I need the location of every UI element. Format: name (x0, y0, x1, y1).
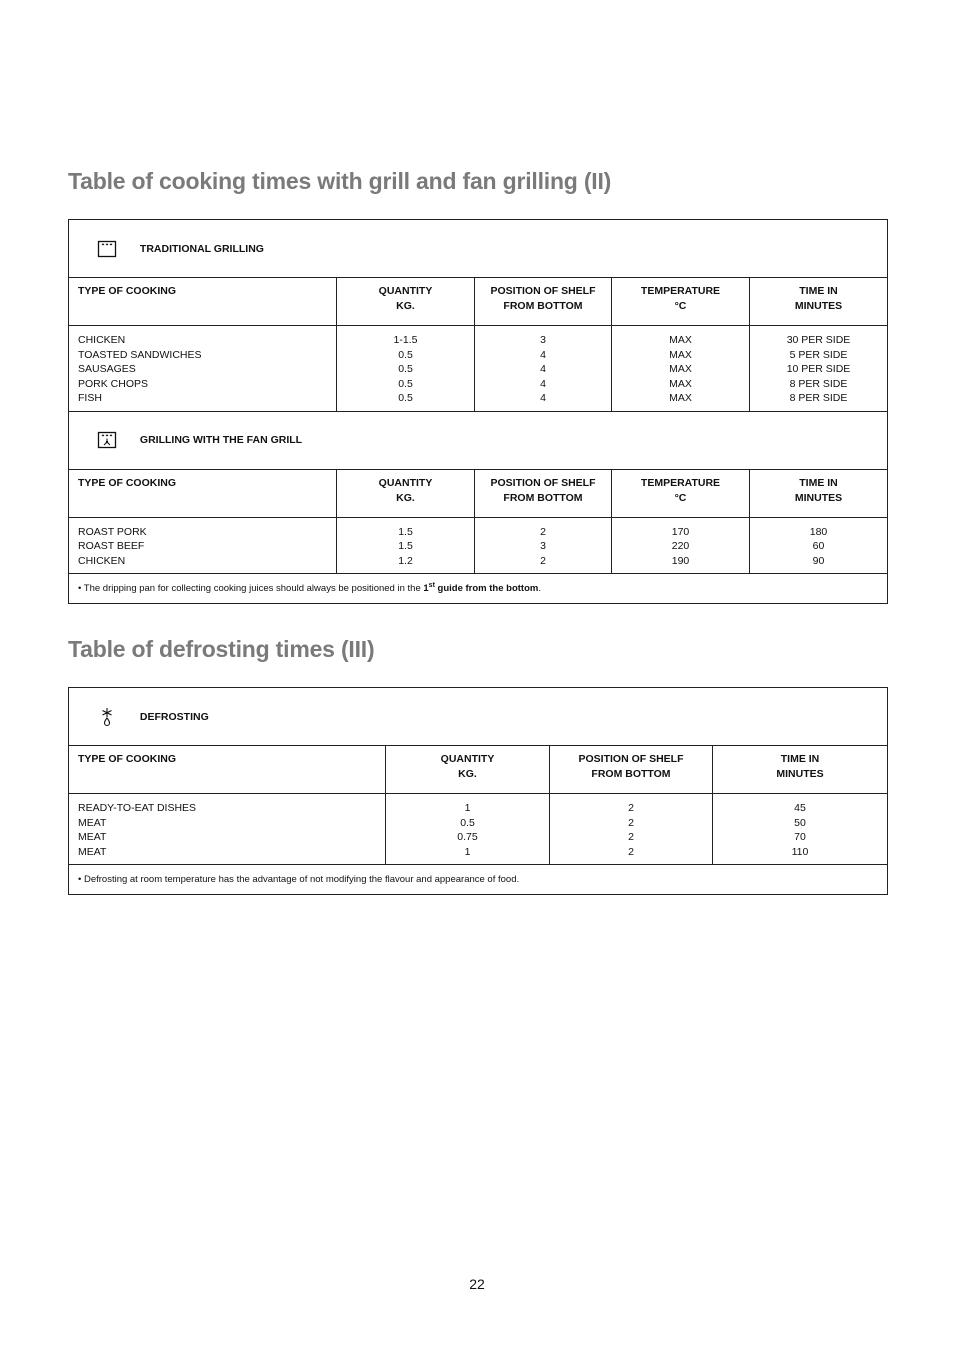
fan-grill-icon (97, 430, 117, 450)
grill-icon (97, 239, 117, 259)
traditional-column-headers (69, 278, 888, 326)
column-header: TYPE OF COOKING (69, 278, 337, 326)
fan-column-headers (69, 469, 888, 517)
column-header: TIME IN MINUTES (750, 469, 888, 517)
grilling-times-table (68, 219, 888, 604)
defrosting-times-table (68, 687, 888, 895)
defrosting-table-title: Table of defrosting times (III) (68, 636, 375, 662)
column-header: TEMPERATURE °C (612, 469, 750, 517)
traditional-grilling-header-row (69, 220, 888, 278)
shelf-position-cell: 3 4 4 4 4 (475, 326, 612, 412)
defrost-column-headers (69, 746, 888, 794)
traditional-grilling-label: TRADITIONAL GRILLING (139, 242, 264, 255)
shelf-position-cell: 2 2 2 2 (550, 794, 713, 865)
type-of-cooking-cell: READY-TO-EAT DISHES MEAT MEAT MEAT (69, 794, 386, 865)
grilling-table-title: Table of cooking times with grill and fan grilling (II) (68, 168, 612, 194)
column-header: QUANTITY KG. (337, 469, 475, 517)
grilling-note: • The dripping pan for collecting cooking juices should always be positioned in the 1st guide from the bottom. (69, 574, 888, 604)
type-of-cooking-cell: CHICKEN TOASTED SANDWICHES SAUSAGES PORK CHOPS FISH (69, 326, 337, 412)
page-number: 22 (469, 1276, 485, 1292)
type-of-cooking-cell: ROAST PORK ROAST BEEF CHICKEN (69, 517, 337, 574)
fan-grilling-header-row (69, 411, 888, 469)
temperature-cell: 170 220 190 (612, 517, 750, 574)
column-header: TIME IN MINUTES (713, 746, 888, 794)
column-header: POSITION OF SHELF FROM BOTTOM (475, 278, 612, 326)
defrost-icon (97, 707, 117, 727)
time-cell: 30 PER SIDE 5 PER SIDE 10 PER SIDE 8 PER SIDE 8 PER SIDE (750, 326, 888, 412)
defrosting-label: DEFROSTING (139, 710, 209, 723)
column-header: TYPE OF COOKING (69, 469, 337, 517)
time-cell: 45 50 70 110 (713, 794, 888, 865)
fan-data-rows (69, 517, 888, 574)
shelf-position-cell: 2 3 2 (475, 517, 612, 574)
column-header: TIME IN MINUTES (750, 278, 888, 326)
column-header: POSITION OF SHELF FROM BOTTOM (550, 746, 713, 794)
quantity-cell: 1.5 1.5 1.2 (337, 517, 475, 574)
defrosting-note-row (69, 865, 888, 895)
time-cell: 180 60 90 (750, 517, 888, 574)
column-header: TYPE OF COOKING (69, 746, 386, 794)
quantity-cell: 1-1.5 0.5 0.5 0.5 0.5 (337, 326, 475, 412)
quantity-cell: 1 0.5 0.75 1 (386, 794, 550, 865)
column-header: QUANTITY KG. (337, 278, 475, 326)
grilling-note-row (69, 574, 888, 604)
temperature-cell: MAX MAX MAX MAX MAX (612, 326, 750, 412)
defrosting-header-row (69, 688, 888, 746)
column-header: POSITION OF SHELF FROM BOTTOM (475, 469, 612, 517)
defrosting-note: • Defrosting at room temperature has the advantage of not modifying the flavour and appearance of food. (69, 865, 888, 895)
column-header: TEMPERATURE °C (612, 278, 750, 326)
fan-grilling-label: GRILLING WITH THE FAN GRILL (139, 434, 303, 446)
column-header: QUANTITY KG. (386, 746, 550, 794)
traditional-data-rows (69, 326, 888, 412)
defrost-data-rows (69, 794, 888, 865)
